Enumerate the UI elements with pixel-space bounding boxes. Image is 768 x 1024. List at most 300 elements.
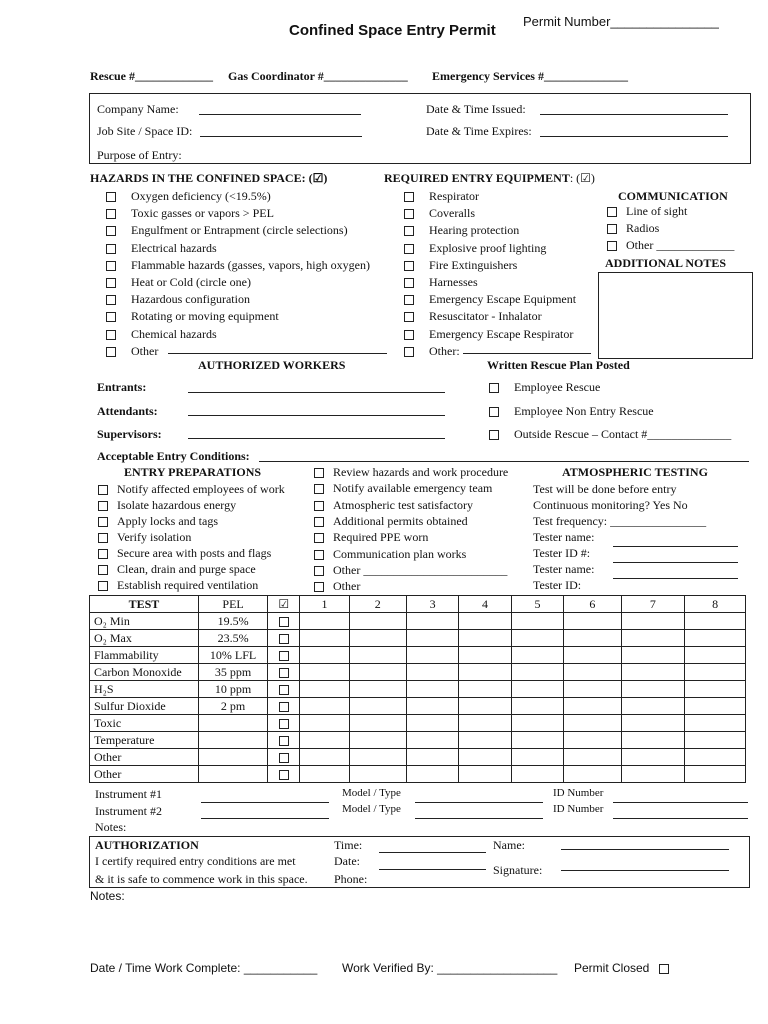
test-header-cell: 5 [511, 596, 563, 613]
test-reading-cell[interactable] [406, 647, 458, 664]
test-check-cell[interactable] [268, 630, 300, 647]
purpose-label: Purpose of Entry: [97, 148, 182, 162]
instrument-2-label: Instrument #2 [95, 804, 162, 818]
authorization-heading: AUTHORIZATION [95, 838, 199, 852]
communication-checkbox[interactable] [607, 241, 617, 251]
permit-number-field[interactable]: Permit Number_______________ [523, 14, 719, 29]
test-name-cell: Toxic [90, 715, 199, 732]
test-checkbox[interactable] [279, 702, 289, 712]
test-reading-cell[interactable] [621, 681, 685, 698]
instrument-2-model-input[interactable] [415, 818, 543, 819]
rescue-plan-label: Employee Non Entry Rescue [514, 403, 654, 418]
date-issued-label: Date & Time Issued: [426, 102, 526, 116]
additional-notes-box[interactable] [598, 272, 753, 359]
test-reading-cell[interactable] [621, 732, 685, 749]
hazard-checkbox[interactable] [106, 226, 116, 236]
test-reading-cell[interactable] [564, 749, 621, 766]
test-reading-cell[interactable] [511, 681, 563, 698]
entry-prep-label: Secure area with posts and flags [117, 546, 272, 560]
test-reading-cell[interactable] [406, 681, 458, 698]
test-header-cell: 8 [685, 596, 746, 613]
equipment-label: Hearing protection [429, 223, 520, 238]
test-reading-cell[interactable] [621, 715, 685, 732]
entry-prep-2-checkbox[interactable] [314, 550, 324, 560]
auth-time-label: Time: [334, 838, 363, 852]
communication-label: Radios [626, 221, 660, 235]
entry-preparations-heading: ENTRY PREPARATIONS [124, 465, 262, 479]
entry-prep-2-label: Other [333, 579, 361, 594]
entry-prep-2-label: Review hazards and work procedure [333, 465, 509, 479]
test-pel-cell: 35 ppm [198, 664, 267, 681]
test-check-cell[interactable] [268, 647, 300, 664]
instrument-1-model-label: Model / Type [342, 787, 401, 799]
atmospheric-test-table [89, 595, 746, 783]
entry-prep-2-label: Other ________________________ [333, 562, 508, 577]
entry-prep-checkbox[interactable] [98, 485, 108, 495]
hazard-checkbox[interactable] [106, 209, 116, 219]
test-reading-cell[interactable] [511, 766, 563, 783]
test-reading-cell[interactable] [459, 630, 511, 647]
auth-date-input[interactable] [379, 869, 486, 870]
table-row [90, 732, 746, 749]
entry-prep-checkbox[interactable] [98, 517, 108, 527]
hazard-checkbox[interactable] [106, 261, 116, 271]
entry-prep-label: Establish required ventilation [117, 578, 259, 592]
equipment-other-input[interactable] [463, 353, 591, 354]
hazard-label: Other [131, 343, 159, 358]
test-reading-cell[interactable] [621, 766, 685, 783]
test-check-cell[interactable] [268, 613, 300, 630]
test-header-cell: 4 [459, 596, 511, 613]
hazards-heading: HAZARDS IN THE CONFINED SPACE: (☑) [90, 171, 328, 185]
test-reading-cell[interactable] [349, 613, 406, 630]
rescue-plan-checkbox[interactable] [489, 407, 499, 417]
atmospheric-item: Tester ID: [533, 578, 582, 592]
entrants-input[interactable] [188, 392, 445, 393]
equipment-checkbox[interactable] [404, 330, 414, 340]
equipment-label: Coveralls [429, 206, 475, 221]
table-row [90, 715, 746, 732]
test-reading-cell[interactable] [511, 698, 563, 715]
test-pel-cell: 10% LFL [198, 647, 267, 664]
test-checkbox[interactable] [279, 736, 289, 746]
test-reading-cell[interactable] [459, 613, 511, 630]
test-reading-cell[interactable] [511, 715, 563, 732]
table-row [90, 613, 746, 630]
test-reading-cell[interactable] [300, 613, 349, 630]
test-reading-cell[interactable] [459, 664, 511, 681]
test-check-cell[interactable] [268, 698, 300, 715]
hazard-checkbox[interactable] [106, 330, 116, 340]
communication-checkbox[interactable] [607, 207, 617, 217]
acceptable-conditions-label: Acceptable Entry Conditions: [97, 449, 250, 463]
test-reading-cell[interactable] [459, 715, 511, 732]
communication-heading: COMMUNICATION [618, 189, 728, 203]
test-checkbox[interactable] [279, 719, 289, 729]
entry-prep-label: Apply locks and tags [117, 514, 218, 528]
hazard-label: Hazardous configuration [131, 292, 250, 307]
test-header-cell: 2 [349, 596, 406, 613]
table-row [90, 664, 746, 681]
table-row [90, 681, 746, 698]
test-header-cell: TEST [90, 596, 199, 613]
authorization-line-2: & it is safe to commence work in this space. [95, 872, 308, 886]
test-checkbox[interactable] [279, 685, 289, 695]
test-pel-cell: 10 ppm [198, 681, 267, 698]
hazard-checkbox[interactable] [106, 312, 116, 322]
test-reading-cell[interactable] [621, 664, 685, 681]
auth-name-input[interactable] [561, 849, 729, 850]
entry-prep-label: Notify affected employees of work [117, 482, 285, 496]
atmospheric-item: Tester name: [533, 530, 595, 544]
instrument-1-id-label: ID Number [553, 787, 604, 799]
test-reading-cell[interactable] [406, 664, 458, 681]
test-header-cell: PEL [198, 596, 267, 613]
footer-notes-label: Notes: [90, 889, 125, 903]
hazard-label: Chemical hazards [131, 326, 217, 341]
test-reading-cell[interactable] [406, 715, 458, 732]
equipment-label: Explosive proof lighting [429, 240, 547, 255]
test-name-cell: Carbon Monoxide [90, 664, 199, 681]
date-expires-input[interactable] [540, 136, 728, 137]
rescue-number-field[interactable]: Rescue #_____________ [90, 69, 213, 83]
authorized-workers-heading: AUTHORIZED WORKERS [198, 358, 346, 372]
test-reading-cell[interactable] [459, 681, 511, 698]
supervisors-label: Supervisors: [97, 427, 162, 441]
entry-prep-2-label: Notify available emergency team [333, 481, 493, 496]
equipment-heading-rest: : (☑) [569, 171, 595, 185]
test-name-cell: O₂ Max [90, 630, 199, 647]
test-reading-cell[interactable] [349, 749, 406, 766]
atmospheric-item: Tester name: [533, 562, 595, 576]
tester-name-1-input[interactable] [613, 546, 738, 547]
test-check-cell[interactable] [268, 664, 300, 681]
test-reading-cell[interactable] [685, 749, 746, 766]
test-reading-cell[interactable] [511, 664, 563, 681]
auth-phone-label: Phone: [334, 872, 368, 886]
hazard-checkbox[interactable] [106, 347, 116, 357]
entry-prep-2-checkbox[interactable] [314, 566, 324, 576]
test-reading-cell[interactable] [511, 647, 563, 664]
test-reading-cell[interactable] [459, 766, 511, 783]
test-reading-cell[interactable] [349, 715, 406, 732]
date-expires-label: Date & Time Expires: [426, 124, 532, 138]
attendants-input[interactable] [188, 415, 445, 416]
additional-notes-heading: ADDITIONAL NOTES [605, 256, 727, 270]
atmospheric-item: Test will be done before entry [533, 482, 677, 496]
communication-label: Other _____________ [626, 238, 735, 252]
entry-prep-label: Clean, drain and purge space [117, 562, 256, 576]
entry-prep-2-checkbox[interactable] [314, 484, 324, 494]
permit-closed-checkbox[interactable] [659, 964, 669, 974]
test-reading-cell[interactable] [300, 749, 349, 766]
test-reading-cell[interactable] [406, 732, 458, 749]
auth-name-label: Name: [493, 838, 525, 852]
test-check-cell[interactable] [268, 732, 300, 749]
attendants-label: Attendants: [97, 404, 158, 418]
test-reading-cell[interactable] [406, 766, 458, 783]
equipment-label: Resuscitator - Inhalator [429, 309, 542, 324]
test-reading-cell[interactable] [564, 613, 621, 630]
test-reading-cell[interactable] [349, 766, 406, 783]
test-pel-cell [198, 749, 267, 766]
test-checkbox[interactable] [279, 651, 289, 661]
test-reading-cell[interactable] [349, 664, 406, 681]
hazard-label: Oxygen deficiency (<19.5%) [131, 189, 271, 203]
test-reading-cell[interactable] [564, 715, 621, 732]
hazard-checkbox[interactable] [106, 244, 116, 254]
equipment-label: Respirator [429, 189, 479, 203]
entry-prep-2-label: Atmospheric test satisfactory [333, 497, 473, 512]
auth-signature-input[interactable] [561, 870, 729, 871]
test-reading-cell[interactable] [621, 749, 685, 766]
instrument-1-input[interactable] [201, 802, 329, 803]
equipment-checkbox[interactable] [404, 261, 414, 271]
equipment-heading-bold: REQUIRED ENTRY EQUIPMENT [384, 171, 570, 185]
entry-prep-2-label: Additional permits obtained [333, 513, 468, 528]
test-reading-cell[interactable] [406, 630, 458, 647]
equipment-checkbox[interactable] [404, 244, 414, 254]
hazard-label: Flammable hazards (gasses, vapors, high oxygen) [131, 257, 370, 272]
test-name-cell: O₂ Min [90, 613, 199, 630]
equipment-checkbox[interactable] [404, 312, 414, 322]
test-header-cell: ☑ [268, 596, 300, 613]
authorization-line-1: I certify required entry conditions are met [95, 854, 296, 868]
auth-date-label: Date: [334, 854, 360, 868]
test-reading-cell[interactable] [564, 630, 621, 647]
test-reading-cell[interactable] [685, 613, 746, 630]
auth-signature-label: Signature: [493, 863, 543, 877]
supervisors-input[interactable] [188, 438, 445, 439]
instrument-1-label: Instrument #1 [95, 787, 162, 801]
test-reading-cell[interactable] [511, 613, 563, 630]
test-reading-cell[interactable] [406, 613, 458, 630]
instrument-2-id-label: ID Number [553, 803, 604, 815]
test-reading-cell[interactable] [621, 698, 685, 715]
work-complete-field[interactable]: Date / Time Work Complete: ___________ [90, 961, 318, 975]
test-reading-cell[interactable] [621, 647, 685, 664]
entry-prep-2-checkbox[interactable] [314, 517, 324, 527]
test-check-cell[interactable] [268, 749, 300, 766]
communication-checkbox[interactable] [607, 224, 617, 234]
entry-prep-2-checkbox[interactable] [314, 533, 324, 543]
test-reading-cell[interactable] [300, 681, 349, 698]
atmospheric-item: Test frequency: ________________ [533, 514, 707, 528]
instrument-2-id-input[interactable] [613, 818, 748, 819]
test-reading-cell[interactable] [511, 630, 563, 647]
entry-prep-2-checkbox[interactable] [314, 582, 324, 592]
test-pel-cell [198, 766, 267, 783]
test-reading-cell[interactable] [300, 766, 349, 783]
equipment-checkbox[interactable] [404, 295, 414, 305]
entry-prep-2-label: Required PPE worn [333, 530, 429, 545]
test-name-cell: H₂S [90, 681, 199, 698]
test-pel-cell: 2 pm [198, 698, 267, 715]
entry-prep-checkbox[interactable] [98, 565, 108, 575]
test-pel-cell: 23.5% [198, 630, 267, 647]
equipment-label: Emergency Escape Respirator [429, 326, 574, 341]
entry-prep-2-checkbox[interactable] [314, 468, 324, 478]
test-checkbox[interactable] [279, 668, 289, 678]
test-reading-cell[interactable] [459, 749, 511, 766]
test-table-header [90, 596, 746, 613]
gas-coordinator-field[interactable]: Gas Coordinator #______________ [228, 69, 408, 83]
test-reading-cell[interactable] [564, 681, 621, 698]
instrument-1-id-input[interactable] [613, 802, 748, 803]
job-site-label: Job Site / Space ID: [97, 124, 193, 138]
test-reading-cell[interactable] [349, 647, 406, 664]
entrants-label: Entrants: [97, 380, 147, 394]
equipment-heading [384, 171, 595, 186]
test-header-cell: 7 [621, 596, 685, 613]
test-reading-cell[interactable] [300, 630, 349, 647]
table-row [90, 647, 746, 664]
test-reading-cell[interactable] [349, 681, 406, 698]
test-header-cell: 1 [300, 596, 349, 613]
test-check-cell[interactable] [268, 715, 300, 732]
test-check-cell[interactable] [268, 766, 300, 783]
company-name-label: Company Name: [97, 102, 179, 116]
test-checkbox[interactable] [279, 634, 289, 644]
test-reading-cell[interactable] [300, 732, 349, 749]
test-name-cell: Flammability [90, 647, 199, 664]
equipment-label: Emergency Escape Equipment [429, 292, 577, 307]
equipment-checkbox[interactable] [404, 347, 414, 357]
entry-prep-checkbox[interactable] [98, 581, 108, 591]
test-checkbox[interactable] [279, 770, 289, 780]
test-reading-cell[interactable] [349, 732, 406, 749]
rescue-plan-label: Employee Rescue [514, 380, 601, 394]
test-name-cell: Sulfur Dioxide [90, 698, 199, 715]
table-row [90, 698, 746, 715]
test-checkbox[interactable] [279, 753, 289, 763]
test-reading-cell[interactable] [300, 698, 349, 715]
test-name-cell: Other [90, 766, 199, 783]
equipment-checkbox[interactable] [404, 192, 414, 202]
rescue-plan-checkbox[interactable] [489, 383, 499, 393]
equipment-checkbox[interactable] [404, 209, 414, 219]
tester-id-1-input[interactable] [613, 562, 738, 563]
test-reading-cell[interactable] [685, 630, 746, 647]
entry-prep-checkbox[interactable] [98, 533, 108, 543]
atmospheric-item: Continuous monitoring? Yes No [533, 498, 688, 512]
hazard-label: Heat or Cold (circle one) [131, 275, 251, 289]
hazard-label: Rotating or moving equipment [131, 309, 279, 324]
test-reading-cell[interactable] [685, 647, 746, 664]
instrument-2-input[interactable] [201, 818, 329, 819]
test-check-cell[interactable] [268, 681, 300, 698]
communication-label: Line of sight [626, 204, 688, 218]
test-reading-cell[interactable] [564, 664, 621, 681]
instrument-2-model-label: Model / Type [342, 803, 401, 815]
test-reading-cell[interactable] [459, 732, 511, 749]
table-row [90, 749, 746, 766]
equipment-label: Fire Extinguishers [429, 257, 518, 272]
entry-prep-label: Verify isolation [117, 530, 192, 544]
test-reading-cell[interactable] [511, 749, 563, 766]
emergency-services-field[interactable]: Emergency Services #______________ [432, 69, 628, 83]
test-reading-cell[interactable] [685, 698, 746, 715]
instrument-notes-label: Notes: [95, 820, 127, 834]
hazard-label: Electrical hazards [131, 240, 217, 255]
hazard-checkbox[interactable] [106, 192, 116, 202]
test-pel-cell [198, 715, 267, 732]
entry-prep-label: Isolate hazardous energy [117, 498, 237, 512]
rescue-plan-checkbox[interactable] [489, 430, 499, 440]
hazard-label: Engulfment or Entrapment (circle selections) [131, 223, 348, 238]
equipment-label: Harnesses [429, 275, 478, 289]
table-row [90, 630, 746, 647]
entry-prep-checkbox[interactable] [98, 501, 108, 511]
test-reading-cell[interactable] [511, 732, 563, 749]
rescue-plan-label: Outside Rescue – Contact #______________ [514, 427, 732, 441]
test-reading-cell[interactable] [685, 715, 746, 732]
test-checkbox[interactable] [279, 617, 289, 627]
test-pel-cell [198, 732, 267, 749]
equipment-label: Other: [429, 343, 460, 358]
test-reading-cell[interactable] [300, 664, 349, 681]
atmospheric-testing-heading: ATMOSPHERIC TESTING [562, 465, 708, 479]
date-issued-input[interactable] [540, 114, 728, 115]
test-reading-cell[interactable] [459, 698, 511, 715]
test-reading-cell[interactable] [406, 698, 458, 715]
entry-prep-2-label: Communication plan works [333, 546, 467, 561]
test-pel-cell: 19.5% [198, 613, 267, 630]
test-reading-cell[interactable] [564, 698, 621, 715]
auth-time-input[interactable] [379, 852, 486, 853]
test-reading-cell[interactable] [300, 647, 349, 664]
instrument-1-model-input[interactable] [415, 802, 543, 803]
test-reading-cell[interactable] [300, 715, 349, 732]
test-header-cell: 6 [564, 596, 621, 613]
test-reading-cell[interactable] [685, 664, 746, 681]
permit-closed-label: Permit Closed [574, 961, 650, 975]
hazard-checkbox[interactable] [106, 295, 116, 305]
entry-prep-2-checkbox[interactable] [314, 501, 324, 511]
test-name-cell: Other [90, 749, 199, 766]
test-reading-cell[interactable] [685, 681, 746, 698]
hazard-label: Toxic gasses or vapors > PEL [131, 206, 274, 221]
test-reading-cell[interactable] [349, 698, 406, 715]
equipment-checkbox[interactable] [404, 226, 414, 236]
test-reading-cell[interactable] [564, 766, 621, 783]
test-name-cell: Temperature [90, 732, 199, 749]
hazard-checkbox[interactable] [106, 278, 116, 288]
test-reading-cell[interactable] [685, 766, 746, 783]
test-reading-cell[interactable] [564, 647, 621, 664]
page-title: Confined Space Entry Permit [289, 22, 496, 39]
atmospheric-item: Tester ID #: [533, 546, 591, 560]
entry-prep-checkbox[interactable] [98, 549, 108, 559]
test-reading-cell[interactable] [621, 630, 685, 647]
test-reading-cell[interactable] [406, 749, 458, 766]
test-reading-cell[interactable] [564, 732, 621, 749]
rescue-plan-heading: Written Rescue Plan Posted [487, 358, 630, 372]
company-name-input[interactable] [199, 114, 361, 115]
equipment-checkbox[interactable] [404, 278, 414, 288]
test-header-cell: 3 [406, 596, 458, 613]
test-reading-cell[interactable] [621, 613, 685, 630]
work-verified-field[interactable]: Work Verified By: __________________ [342, 961, 558, 975]
test-reading-cell[interactable] [685, 732, 746, 749]
table-row [90, 766, 746, 783]
acceptable-conditions-input[interactable] [259, 461, 749, 462]
test-reading-cell[interactable] [349, 630, 406, 647]
job-site-input[interactable] [200, 136, 362, 137]
hazard-other-input[interactable] [168, 353, 387, 354]
test-reading-cell[interactable] [459, 647, 511, 664]
tester-name-2-input[interactable] [613, 578, 738, 579]
